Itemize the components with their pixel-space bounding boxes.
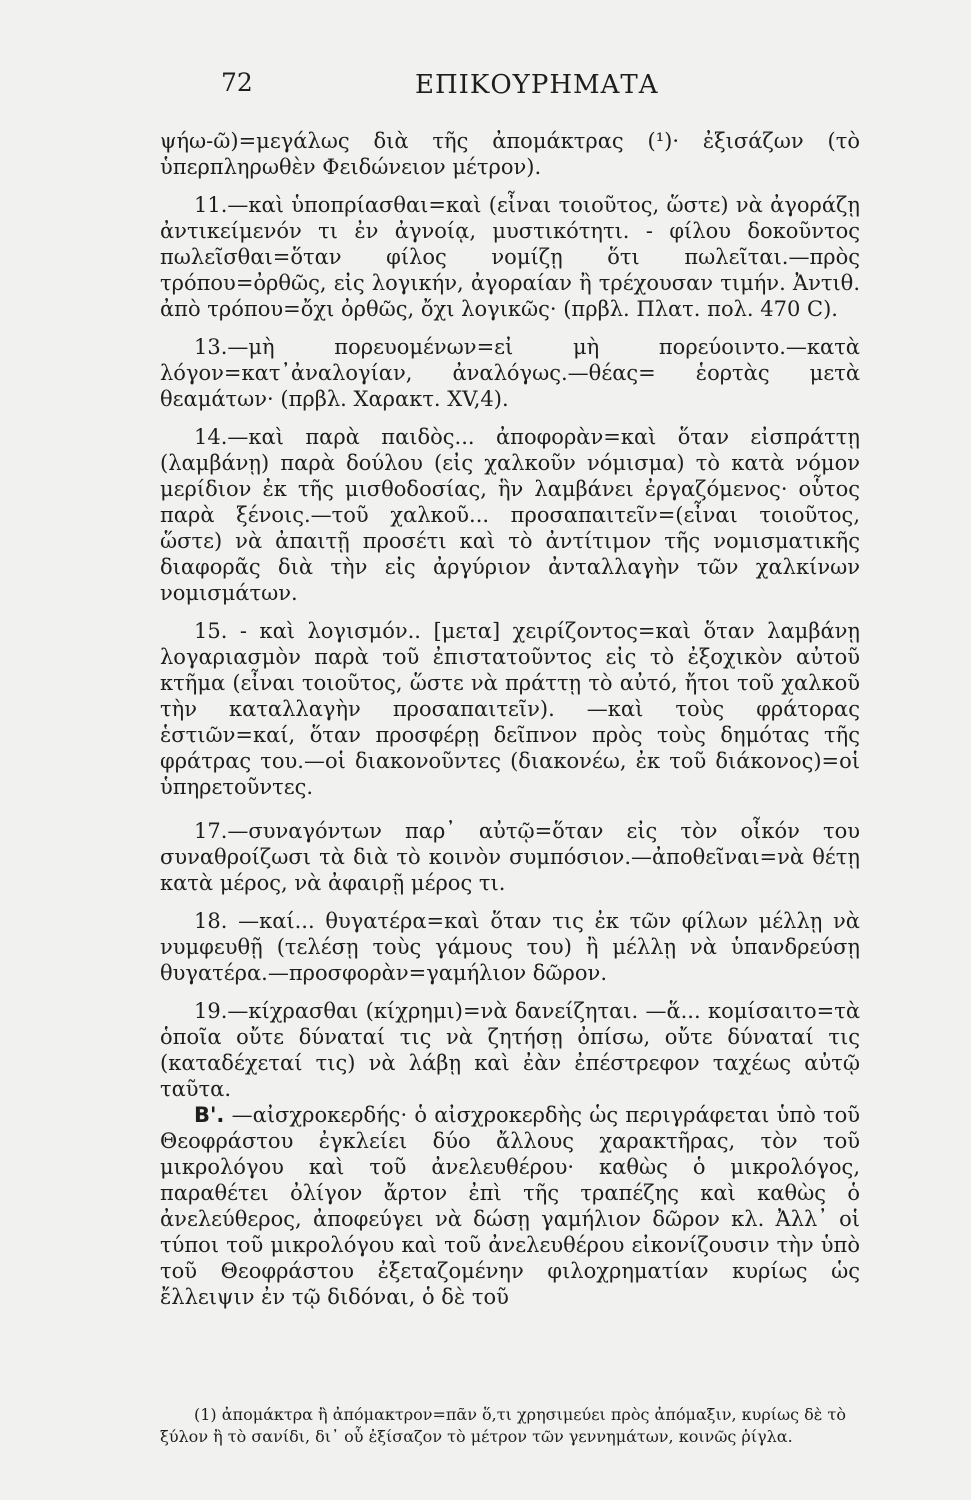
page-number: 72 <box>221 68 253 97</box>
running-head: ΕΠΙΚΟΥΡΗΜΑΤΑ <box>415 70 659 100</box>
paragraph-section-b <box>160 1102 860 1310</box>
paragraph-note-14: 14.—καὶ παρὰ παιδὸς... ἀποφορὰν=καὶ ὅταν εἰσπράττῃ (λαμβάνῃ) παρὰ δούλου (εἰς χαλκοῦν νόμισμα) τὸ κατὰ νόμον μερίδιον ἐκ τῆς μισθοδοσίας, ἣν λαμβάνει ἐργαζόμενος· οὗτος παρὰ ξένοις.—τοῦ χαλκοῦ... προσαπαιτεῖν=(εἶναι τοιοῦτος, ὥστε) νὰ ἀπαιτῇ προσέτι καὶ τὸ ἀντίτιμον τῆς νομισματικῆς διαφορᾶς διὰ τὴν εἰς ἀργύριον ἀνταλλαγὴν τῶν χαλκίνων νομισμάτων. <box>160 425 860 605</box>
paragraph-note-13: 13.—μὴ πορευομένων=εἰ μὴ πορεύοιντο.—κατὰ λόγον=κατ᾽ἀναλογίαν, ἀναλόγως.—θέας= ἑορτὰς μετὰ θεαμάτων· (πρβλ. Χαρακτ. XV,4). <box>160 335 860 411</box>
paragraph-continuation: ψήω-ῶ)=μεγάλως διὰ τῆς ἀπομάκτρας (¹)· ἐξισάζων (τὸ ὑπερπληρωθὲν Φειδώνειον μέτρον). <box>160 129 860 179</box>
page-header <box>0 68 971 104</box>
section-marker: B'. <box>194 1103 225 1127</box>
paragraph-note-18: 18. —καί... θυγατέρα=καὶ ὅταν τις ἐκ τῶν φίλων μέλλῃ νὰ νυμφευθῇ (τελέσῃ τοὺς γάμους του) ἢ μέλλῃ νὰ ὑπανδρεύσῃ θυγατέρα.—προσφορὰν=γαμήλιον δῶρον. <box>160 909 860 985</box>
footnote-divider <box>160 1380 860 1381</box>
section-b-text: —αἰσχροκερδής· ὁ αἰσχροκερδὴς ὡς περιγράφεται ὑπὸ τοῦ Θεοφράστου ἐγκλείει δύο ἄλλους χαρακτῆρας, τὸν τοῦ μικρολόγου καὶ τοῦ ἀνελευθέρου· καθὼς ὁ μικρολόγος, παραθέτει ὀλίγον ἄρτον ἐπὶ τῆς τραπέζης καὶ καθὼς ὁ ἀνελεύθερος, ἀποφεύγει νὰ δώσῃ γαμήλιον δῶρον κλ. Ἀλλ᾽ οἱ τύποι τοῦ μικρολόγου καὶ τοῦ ἀνελευθέρου εἰκονίζουσιν τὴν ὑπὸ τοῦ Θεοφράστου ἐξεταζομένην φιλοχρηματίαν κυρίως ὡς ἔλλειψιν ἐν τῷ διδόναι, ὁ δὲ τοῦ <box>160 1103 860 1309</box>
footnote: (1) ἀπομάκτρα ἢ ἀπόμακτρον=πᾶν ὅ,τι χρησιμεύει πρὸς ἀπόμαξιν, κυρίως δὲ τὸ ξύλον ἢ τὸ σανίδι, δι᾽ οὗ ἐξίσαζον τὸ μέτρον τῶν γεννημάτων, κοινῶς ῥίγλα. <box>160 1405 846 1446</box>
paragraph-note-11: 11.—καὶ ὑποπρίασθαι=καὶ (εἶναι τοιοῦτος, ὥστε) νὰ ἀγοράζῃ ἀντικείμενόν τι ἐν ἀγνοίᾳ, μυστικότητι. - φίλου δοκοῦντος πωλεῖσθαι=ὅταν φίλος νομίζῃ ὅτι πωλεῖται.—πρὸς τρόπου=ὀρθῶς, εἰς λογικήν, ἀγοραίαν ἢ τρέχουσαν τιμήν. Ἀντιθ. ἀπὸ τρόπου=ὄχι ὀρθῶς, ὄχι λογικῶς· (πρβλ. Πλατ. πολ. 470 C). <box>160 193 860 321</box>
paragraph-note-19: 19.—κίχρασθαι (κίχρημι)=νὰ δανείζηται. —ἅ... κομίσαιτο=τὰ ὁποῖα οὔτε δύναταί τις νὰ ζητήσῃ ὀπίσω, οὔτε δύναταί τις (καταδέχεταί τις) νὰ λάβῃ καὶ ἐὰν ἐπέστρεφον ταχέως αὐτῷ ταῦτα. <box>160 999 860 1101</box>
paragraph-note-17: 17.—συναγόντων παρ᾽ αὐτῷ=ὅταν εἰς τὸν οἶκόν του συναθροίζωσι τὰ διὰ τὸ κοινὸν συμπόσιον.—ἀποθεῖναι=νὰ θέτῃ κατὰ μέρος, νὰ ἀφαιρῇ μέρος τι. <box>160 819 860 895</box>
main-text <box>160 128 860 1310</box>
paragraph-note-15: 15. - καὶ λογισμόν.. [μετα] χειρίζοντος=καὶ ὅταν λαμβάνῃ λογαριασμὸν παρὰ τοῦ ἐπιστατοῦντος εἰς τὸ ἐξοχικὸν αὐτοῦ κτῆμα (εἶναι τοιοῦτος, ὥστε νὰ πράττῃ τὸ αὐτό, ἤτοι τοῦ χαλκοῦ τὴν καταλλαγὴν προσαπαιτεῖν). —καὶ τοὺς φράτορας ἑστιῶν=καί, ὅταν προσφέρῃ δεῖπνον πρὸς τοὺς δημότας τῆς φράτρας του.—οἱ διακονοῦντες (διακονέω, ἐκ τοῦ διάκονος)=οἱ ὑπηρετοῦντες. <box>160 619 860 799</box>
